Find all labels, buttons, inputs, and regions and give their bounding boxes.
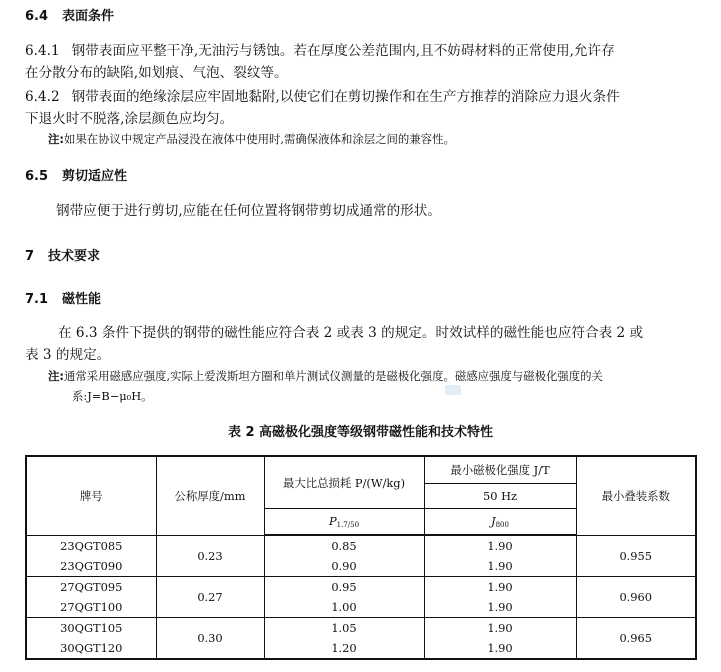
cell-polarization: 1.90: [424, 577, 576, 598]
cell-polarization: 1.90: [424, 556, 576, 577]
section-title: 剪切适应性: [62, 169, 128, 184]
paragraph-text: 钢带表面的绝缘涂层应牢固地黏附,以使它们在剪切操作和在生产方推荐的消除应力退火条件: [71, 89, 620, 105]
note-2-line-1: [48, 368, 603, 384]
table-row: [26, 535, 696, 556]
section-title: 磁性能: [62, 292, 102, 307]
note-text: 通常采用磁感应强度,实际上爱泼斯坦方圈和单片测试仪测量的是磁极化强度。磁感应强度与磁极化强度的关: [63, 369, 603, 383]
section-7-1-heading: [25, 288, 101, 307]
cell-loss: 0.90: [264, 556, 424, 577]
section-7-heading: [25, 245, 100, 264]
cell-polarization: 1.90: [424, 638, 576, 659]
loss-subscript: 1.7/50: [336, 521, 360, 529]
cell-grade: 27QGT100: [26, 597, 156, 618]
note-label: 注:: [48, 132, 64, 146]
paragraph-7-1-line-1: 在 6.3 条件下提供的钢带的磁性能应符合表 2 或表 3 的规定。时效试样的磁性能也应符合表 2 或: [58, 325, 644, 341]
cell-thickness: 0.23: [156, 535, 264, 577]
table-row: [26, 618, 696, 639]
note-2-line-2: 系:J=B−μ₀H。: [72, 389, 153, 403]
cell-polarization: 1.90: [424, 597, 576, 618]
polar-subscript: 800: [495, 521, 509, 529]
polar-symbol: J: [491, 514, 496, 528]
loss-symbol: P: [328, 514, 337, 528]
paragraph-6-5: 钢带应便于进行剪切,应能在任何位置将钢带剪切成通常的形状。: [56, 203, 441, 219]
cell-grade: 27QGT095: [26, 577, 156, 598]
note-text: 如果在协议中规定产品浸没在液体中使用时,需确保液体和涂层之间的兼容性。: [63, 132, 455, 146]
paragraph-6-4-1-line-2: 在分散分布的缺陷,如划痕、气泡、裂纹等。: [25, 65, 288, 81]
cell-stacking: 0.965: [576, 618, 696, 660]
magnetic-properties-table: [25, 455, 697, 660]
section-number: 6.4: [25, 9, 49, 24]
header-min-polarization: 最小磁极化强度 J/T: [424, 456, 576, 484]
paragraph-6-4-2-line-1: [25, 85, 620, 105]
cell-polarization: 1.90: [424, 618, 576, 639]
header-loss-symbol: [264, 509, 424, 536]
paragraph-6-4-2-line-2: 下退火时不脱落,涂层颜色应均匀。: [25, 111, 234, 127]
cell-thickness: 0.30: [156, 618, 264, 660]
header-frequency: 50 Hz: [424, 484, 576, 509]
cell-grade: 23QGT085: [26, 535, 156, 556]
cell-loss: 1.05: [264, 618, 424, 639]
paragraph-7-1-line-2: 表 3 的规定。: [25, 347, 111, 363]
cell-loss: 0.95: [264, 577, 424, 598]
cell-grade: 23QGT090: [26, 556, 156, 577]
clause-number: 6.4.2: [25, 89, 60, 105]
section-number: 6.5: [25, 169, 49, 184]
header-max-loss: 最大比总损耗 P/(W/kg): [264, 456, 424, 509]
section-6-4-heading: [25, 5, 114, 24]
cell-grade: 30QGT120: [26, 638, 156, 659]
watermark-mark: [445, 385, 461, 395]
clause-number: 6.4.1: [25, 43, 60, 59]
header-stacking-factor: 最小叠装系数: [576, 456, 696, 535]
section-number: 7.1: [25, 292, 49, 307]
note-label: 注:: [48, 369, 64, 383]
paragraph-text: 钢带表面应平整干净,无油污与锈蚀。若在厚度公差范围内,且不妨碍材料的正常使用,允许存: [71, 43, 615, 59]
cell-stacking: 0.960: [576, 577, 696, 618]
header-grade: 牌号: [26, 456, 156, 535]
cell-stacking: 0.955: [576, 535, 696, 577]
cell-loss: 1.00: [264, 597, 424, 618]
section-number: 7: [25, 249, 35, 264]
table-caption: 表 2 高磁极化强度等级钢带磁性能和技术特性: [227, 425, 494, 440]
section-6-5-heading: [25, 165, 127, 184]
header-polar-symbol: [424, 509, 576, 536]
cell-grade: 30QGT105: [26, 618, 156, 639]
cell-loss: 0.85: [264, 535, 424, 556]
paragraph-6-4-1-line-1: [25, 39, 615, 59]
cell-loss: 1.20: [264, 638, 424, 659]
section-title: 表面条件: [62, 9, 115, 24]
section-title: 技术要求: [48, 249, 101, 264]
cell-polarization: 1.90: [424, 535, 576, 556]
table-row: [26, 577, 696, 598]
header-thickness: 公称厚度/mm: [156, 456, 264, 535]
note-1: [48, 131, 455, 147]
cell-thickness: 0.27: [156, 577, 264, 618]
